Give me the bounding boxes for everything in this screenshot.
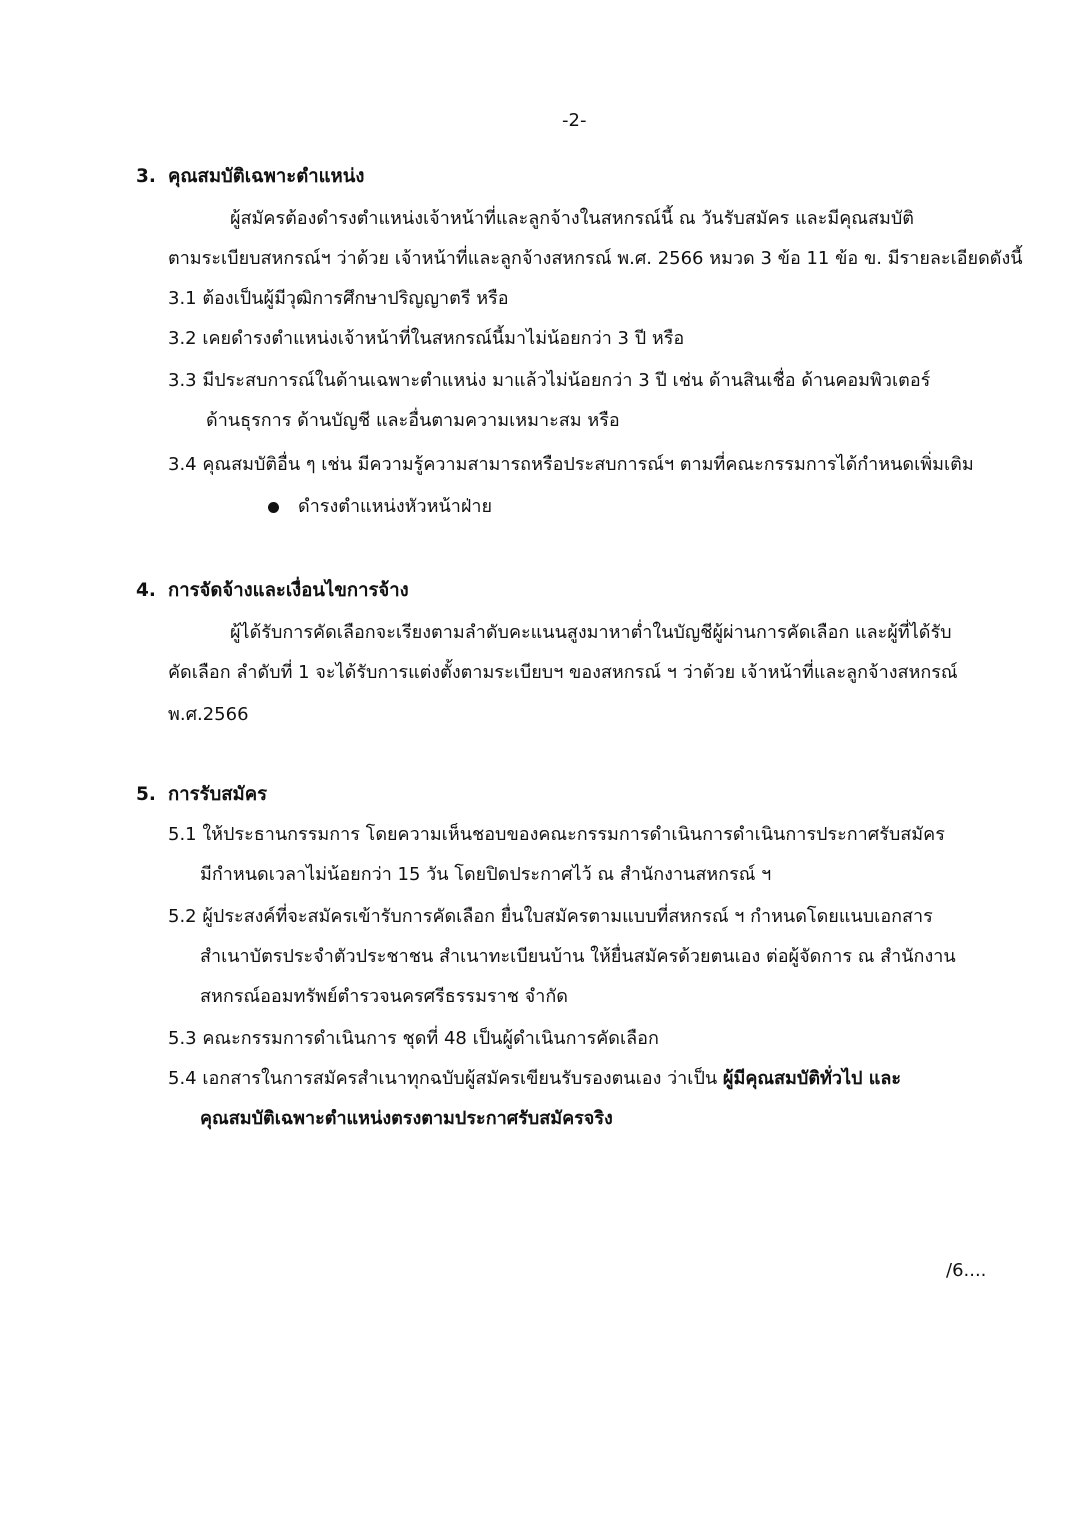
section-3-item-2: 3.2 เคยดำรงตำแหน่งเจ้าหน้าที่ในสหกรณ์นี้มาไม่น้อยกว่า 3 ปี หรือ [168, 328, 685, 349]
section-4-heading [136, 578, 409, 604]
section-5-item-1-line-2: มีกำหนดเวลาไม่น้อยกว่า 15 วัน โดยปิดประกาศไว้ ณ สำนักงานสหกรณ์ ฯ [200, 864, 772, 885]
section-5-title: การรับสมัคร [168, 784, 268, 805]
section-5-item-3: 5.3 คณะกรรมการดำเนินการ ชุดที่ 48 เป็นผู้ดำเนินการคัดเลือก [168, 1028, 659, 1049]
section-4-title: การจัดจ้างและเงื่อนไขการจ้าง [168, 580, 409, 601]
section-5-number: 5. [136, 784, 156, 805]
section-3-item-4: 3.4 คุณสมบัติอื่น ๆ เช่น มีความรู้ความสามารถหรือประสบการณ์ฯ ตามที่คณะกรรมการได้กำหนดเพิ่มเติม [168, 454, 974, 475]
bullet-dot-icon [268, 502, 279, 513]
section-5-item-4-line-2: คุณสมบัติเฉพาะตำแหน่งตรงตามประกาศรับสมัครจริง [200, 1108, 613, 1129]
page-number: -2- [562, 110, 587, 131]
section-5-item-4-line-1 [168, 1066, 901, 1092]
section-5-item-4-plain-text: 5.4 เอกสารในการสมัครสำเนาทุกฉบับผู้สมัครเขียนรับรองตนเอง ว่าเป็น [168, 1068, 723, 1089]
section-3-intro-line-2: ตามระเบียบสหกรณ์ฯ ว่าด้วย เจ้าหน้าที่และลูกจ้างสหกรณ์ พ.ศ. 2566 หมวด 3 ข้อ 11 ข้อ ข. มีรายละเอียดดังนี้ [168, 248, 1023, 269]
section-3-title: คุณสมบัติเฉพาะตำแหน่ง [168, 166, 365, 187]
section-3-item-3-line-2: ด้านธุรการ ด้านบัญชี และอื่นตามความเหมาะสม หรือ [206, 410, 620, 431]
section-4-line-1: ผู้ได้รับการคัดเลือกจะเรียงตามลำดับคะแนนสูงมาหาต่ำในบัญชีผู้ผ่านการคัดเลือก และผู้ที่ได้รับ [230, 622, 952, 643]
section-3-heading [136, 164, 364, 190]
section-4-line-3: พ.ศ.2566 [168, 704, 249, 725]
section-4-number: 4. [136, 580, 156, 601]
section-5-heading [136, 782, 267, 808]
section-5-item-1-line-1: 5.1 ให้ประธานกรรมการ โดยความเห็นชอบของคณะกรรมการดำเนินการดำเนินการประกาศรับสมัคร [168, 824, 945, 845]
continuation-marker: /6.... [946, 1260, 987, 1281]
section-5-item-4-bold-text: ผู้มีคุณสมบัติทั่วไป และ [722, 1068, 902, 1089]
section-5-item-2-line-3: สหกรณ์ออมทรัพย์ตำรวจนครศรีธรรมราช จำกัด [200, 986, 568, 1007]
section-5-item-2-line-2: สำเนาบัตรประจำตัวประชาชน สำเนาทะเบียนบ้าน ให้ยื่นสมัครด้วยตนเอง ต่อผู้จัดการ ณ สำนักงาน [200, 946, 956, 967]
section-3-intro-line-1: ผู้สมัครต้องดำรงตำแหน่งเจ้าหน้าที่และลูกจ้างในสหกรณ์นี้ ณ วันรับสมัคร และมีคุณสมบัติ [230, 208, 914, 229]
section-3-item-3-line-1: 3.3 มีประสบการณ์ในด้านเฉพาะตำแหน่ง มาแล้วไม่น้อยกว่า 3 ปี เช่น ด้านสินเชื่อ ด้านคอมพิวเตอร์ [168, 370, 931, 391]
section-5-item-2-line-1: 5.2 ผู้ประสงค์ที่จะสมัครเข้ารับการคัดเลือก ยื่นใบสมัครตามแบบที่สหกรณ์ ฯ กำหนดโดยแนบเอกสาร [168, 906, 933, 927]
section-3-bullet-text: ดำรงตำแหน่งหัวหน้าฝ่าย [298, 496, 493, 517]
section-3-number: 3. [136, 166, 156, 187]
section-3-item-1: 3.1 ต้องเป็นผู้มีวุฒิการศึกษาปริญญาตรี หรือ [168, 288, 509, 309]
section-4-line-2: คัดเลือก ลำดับที่ 1 จะได้รับการแต่งตั้งตามระเบียบฯ ของสหกรณ์ ฯ ว่าด้วย เจ้าหน้าที่และลูกจ้างสหกรณ์ [168, 662, 958, 683]
